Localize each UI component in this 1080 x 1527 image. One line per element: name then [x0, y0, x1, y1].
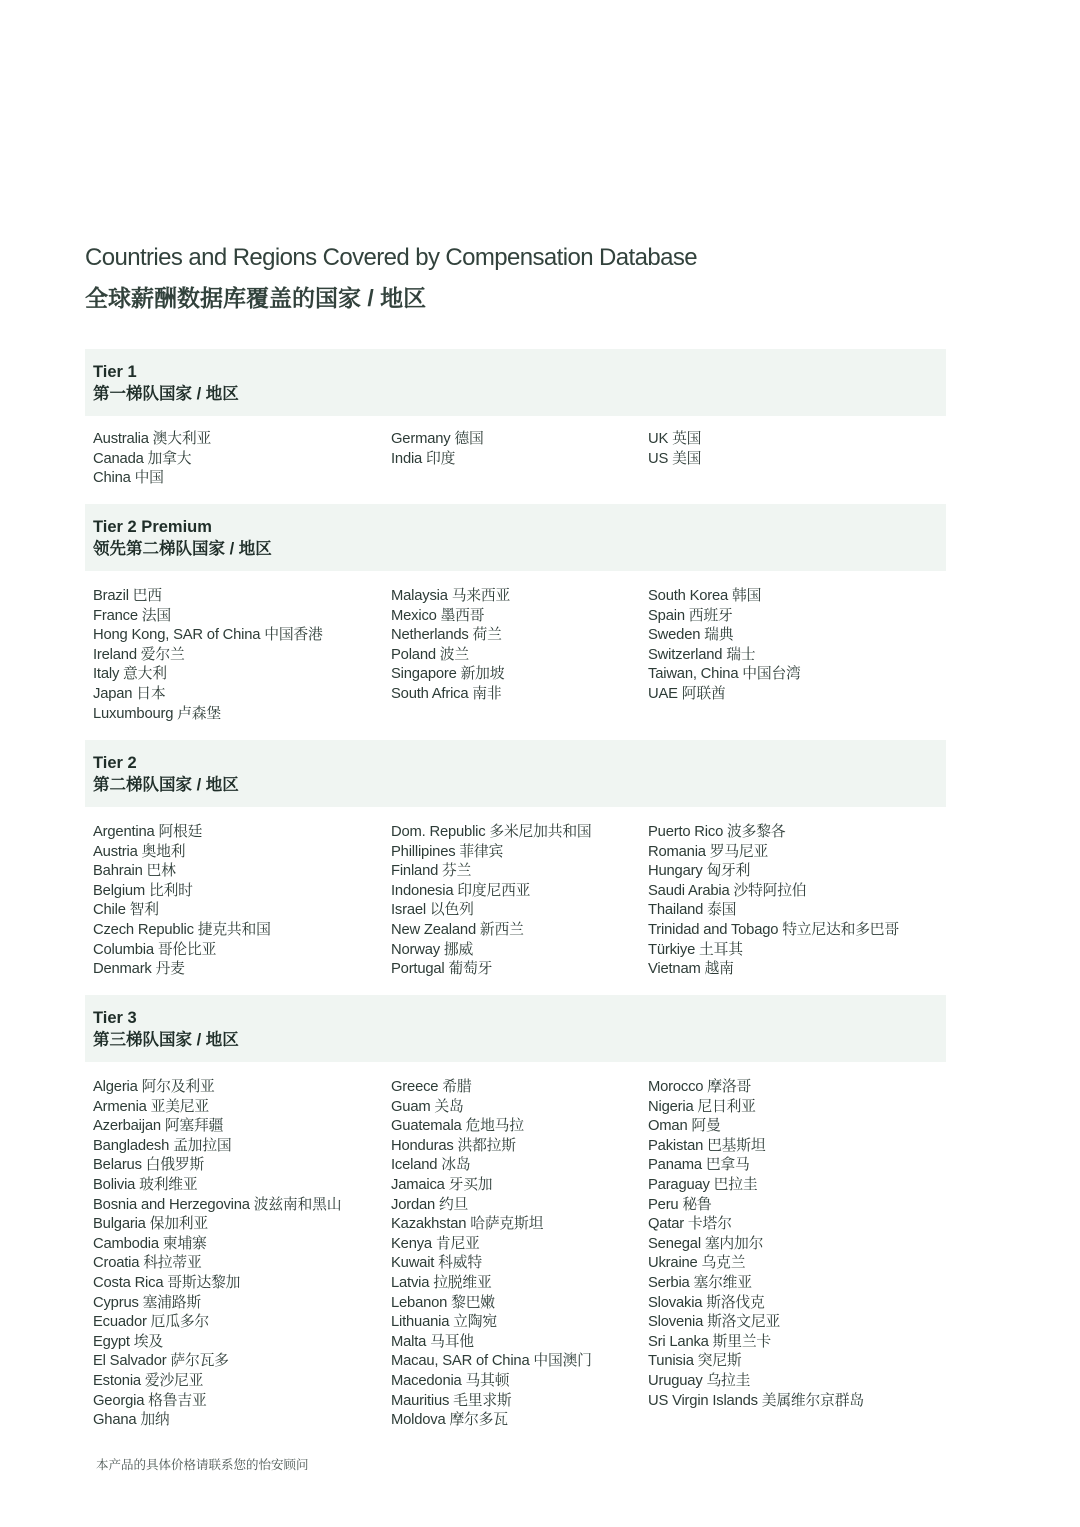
country-item: Bolivia 玻利维亚 — [93, 1176, 198, 1193]
country-item: Uruguay 乌拉圭 — [648, 1372, 751, 1389]
country-item: Singapore 新加坡 — [391, 666, 505, 683]
country-item: Ireland 爱尔兰 — [93, 646, 185, 663]
footnote: 本产品的具体价格请联系您的怡安顾问 — [96, 1458, 309, 1472]
country-item: Slovenia 斯洛文尼亚 — [648, 1314, 781, 1331]
page-title-en: Countries and Regions Covered by Compensation Database — [85, 244, 697, 271]
tier-2-column-3 — [648, 823, 899, 980]
tier-2-column-1 — [93, 823, 271, 980]
country-item: Sri Lanka 斯里兰卡 — [648, 1333, 772, 1350]
tier-name-zh: 第三梯队国家 / 地区 — [93, 1031, 239, 1049]
tier-name-en: Tier 3 — [93, 1009, 137, 1027]
country-item: Luxumbourg 卢森堡 — [93, 705, 221, 722]
country-item: Indonesia 印度尼西亚 — [391, 882, 531, 899]
page-title-zh: 全球薪酬数据库覆盖的国家 / 地区 — [85, 285, 427, 311]
country-item: Chile 智利 — [93, 902, 159, 919]
tier-3-header — [85, 995, 946, 1062]
country-item: Honduras 洪都拉斯 — [391, 1137, 516, 1154]
country-item: Cyprus 塞浦路斯 — [93, 1294, 201, 1311]
country-item: Jamaica 牙买加 — [391, 1176, 493, 1193]
country-item: Bosnia and Herzegovina 波兹南和黑山 — [93, 1196, 342, 1213]
country-item: Finland 芬兰 — [391, 863, 472, 880]
country-item: Panama 巴拿马 — [648, 1157, 750, 1174]
tier-name-zh: 第一梯队国家 / 地区 — [93, 385, 239, 403]
tier-2-premium-column-3 — [648, 587, 801, 705]
tier-1-column-1 — [93, 430, 211, 489]
country-item: Türkiye 土耳其 — [648, 941, 743, 958]
country-item: US 美国 — [648, 450, 702, 467]
country-item: Switzerland 瑞士 — [648, 646, 756, 663]
country-item: Kazakhstan 哈萨克斯坦 — [391, 1216, 544, 1233]
country-item: Belgium 比利时 — [93, 882, 193, 899]
country-item: Bulgaria 保加利亚 — [93, 1216, 208, 1233]
country-item: Phillipines 菲律宾 — [391, 843, 504, 860]
country-item: Japan 日本 — [93, 685, 166, 702]
country-item: Puerto Rico 波多黎各 — [648, 824, 786, 840]
country-item: Denmark 丹麦 — [93, 961, 185, 978]
tier-name-en: Tier 2 — [93, 754, 137, 772]
country-item: Columbia 哥伦比亚 — [93, 941, 217, 958]
country-item: Hong Kong, SAR of China 中国香港 — [93, 627, 323, 644]
country-item: Czech Republic 捷克共和国 — [93, 921, 271, 938]
country-item: Italy 意大利 — [93, 666, 167, 683]
country-item: Australia 澳大利亚 — [93, 431, 212, 447]
country-item: Canada 加拿大 — [93, 450, 192, 467]
country-item: Saudi Arabia 沙特阿拉伯 — [648, 882, 807, 899]
country-item: Georgia 格鲁吉亚 — [93, 1392, 207, 1409]
country-item: Nigeria 尼日利亚 — [648, 1098, 756, 1115]
country-item: Dom. Republic 多米尼加共和国 — [391, 824, 592, 840]
country-item: Trinidad and Tobago 特立尼达和多巴哥 — [648, 921, 899, 938]
country-item: Portugal 葡萄牙 — [391, 961, 493, 978]
tier-2-column-2 — [391, 823, 592, 980]
tier-name-en: Tier 1 — [93, 363, 137, 381]
country-item: Germany 德国 — [391, 431, 484, 447]
country-item: Azerbaijan 阿塞拜疆 — [93, 1118, 224, 1135]
tier-1-header — [85, 349, 946, 416]
tier-2-header — [85, 740, 946, 807]
country-item: Serbia 塞尔维亚 — [648, 1274, 752, 1291]
country-item: Hungary 匈牙利 — [648, 863, 751, 880]
country-item: Lithuania 立陶宛 — [391, 1314, 497, 1331]
country-item: Qatar 卡塔尔 — [648, 1216, 732, 1233]
country-item: Iceland 冰岛 — [391, 1157, 471, 1174]
country-item: Jordan 约旦 — [391, 1196, 469, 1213]
country-item: Malta 马耳他 — [391, 1333, 474, 1350]
tier-3-column-2 — [391, 1078, 592, 1431]
country-item: Armenia 亚美尼亚 — [93, 1098, 209, 1115]
tier-name-zh: 第二梯队国家 / 地区 — [93, 776, 239, 794]
country-item: Croatia 科拉蒂亚 — [93, 1255, 202, 1272]
country-item: South Korea 韩国 — [648, 588, 762, 604]
country-item: Tunisia 突尼斯 — [648, 1353, 742, 1370]
country-item: Egypt 埃及 — [93, 1333, 163, 1350]
country-item: Senegal 塞内加尔 — [648, 1235, 764, 1252]
country-item: Guatemala 危地马拉 — [391, 1118, 524, 1135]
tier-1-column-2 — [391, 430, 484, 469]
country-item: Costa Rica 哥斯达黎加 — [93, 1274, 241, 1291]
country-item: Argentina 阿根廷 — [93, 824, 203, 840]
country-item: China 中国 — [93, 470, 164, 487]
country-item: Kenya 肯尼亚 — [391, 1235, 480, 1252]
tier-1-column-3 — [648, 430, 701, 469]
country-item: Pakistan 巴基斯坦 — [648, 1137, 766, 1154]
country-item: Brazil 巴西 — [93, 588, 162, 604]
country-item: Spain 西班牙 — [648, 607, 733, 624]
country-item: Morocco 摩洛哥 — [648, 1079, 752, 1095]
country-item: Mauritius 毛里求斯 — [391, 1392, 512, 1409]
tier-3-column-3 — [648, 1078, 864, 1411]
country-item: Austria 奥地利 — [93, 843, 186, 860]
country-item: Greece 希腊 — [391, 1079, 472, 1095]
tier-name-en: Tier 2 Premium — [93, 518, 212, 536]
country-item: Slovakia 斯洛伐克 — [648, 1294, 765, 1311]
country-item: Guam 关岛 — [391, 1098, 464, 1115]
country-item: Algeria 阿尔及利亚 — [93, 1079, 215, 1095]
tier-2-premium-column-2 — [391, 587, 510, 705]
country-item: Estonia 爱沙尼亚 — [93, 1372, 204, 1389]
country-item: Romania 罗马尼亚 — [648, 843, 769, 860]
country-item: Vietnam 越南 — [648, 961, 734, 978]
country-item: Thailand 泰国 — [648, 902, 737, 919]
country-item: UAE 阿联酋 — [648, 685, 726, 702]
country-item: Latvia 拉脱维亚 — [391, 1274, 492, 1291]
country-item: Lebanon 黎巴嫩 — [391, 1294, 495, 1311]
country-item: Norway 挪威 — [391, 941, 474, 958]
country-item: Taiwan, China 中国台湾 — [648, 666, 801, 683]
country-item: Ecuador 厄瓜多尔 — [93, 1314, 210, 1331]
country-item: France 法国 — [93, 607, 171, 624]
country-item: Cambodia 柬埔寨 — [93, 1235, 207, 1252]
country-item: Paraguay 巴拉圭 — [648, 1176, 758, 1193]
country-item: Bahrain 巴林 — [93, 863, 176, 880]
country-item: Oman 阿曼 — [648, 1118, 721, 1135]
country-item: India 印度 — [391, 450, 456, 467]
country-item: Ukraine 乌克兰 — [648, 1255, 746, 1272]
country-item: Belarus 白俄罗斯 — [93, 1157, 205, 1174]
country-item: Ghana 加纳 — [93, 1412, 170, 1429]
country-item: Macau, SAR of China 中国澳门 — [391, 1353, 592, 1370]
tier-2-premium-column-1 — [93, 587, 323, 724]
country-item: Netherlands 荷兰 — [391, 627, 502, 644]
tier-3-column-1 — [93, 1078, 341, 1431]
country-item: UK 英国 — [648, 431, 702, 447]
country-item: US Virgin Islands 美属维尔京群岛 — [648, 1392, 864, 1409]
country-item: Macedonia 马其顿 — [391, 1372, 510, 1389]
country-item: Sweden 瑞典 — [648, 627, 734, 644]
country-item: Bangladesh 孟加拉国 — [93, 1137, 232, 1154]
country-item: Israel 以色列 — [391, 902, 474, 919]
country-item: El Salvador 萨尔瓦多 — [93, 1353, 229, 1370]
country-item: South Africa 南非 — [391, 685, 502, 702]
country-item: New Zealand 新西兰 — [391, 921, 524, 938]
tier-2-premium-header — [85, 504, 946, 571]
country-item: Mexico 墨西哥 — [391, 607, 485, 624]
country-item: Kuwait 科威特 — [391, 1255, 482, 1272]
tier-name-zh: 领先第二梯队国家 / 地区 — [93, 540, 272, 558]
country-item: Poland 波兰 — [391, 646, 469, 663]
country-item: Peru 秘鲁 — [648, 1196, 712, 1213]
country-item: Malaysia 马来西亚 — [391, 588, 511, 604]
country-item: Moldova 摩尔多瓦 — [391, 1412, 508, 1429]
